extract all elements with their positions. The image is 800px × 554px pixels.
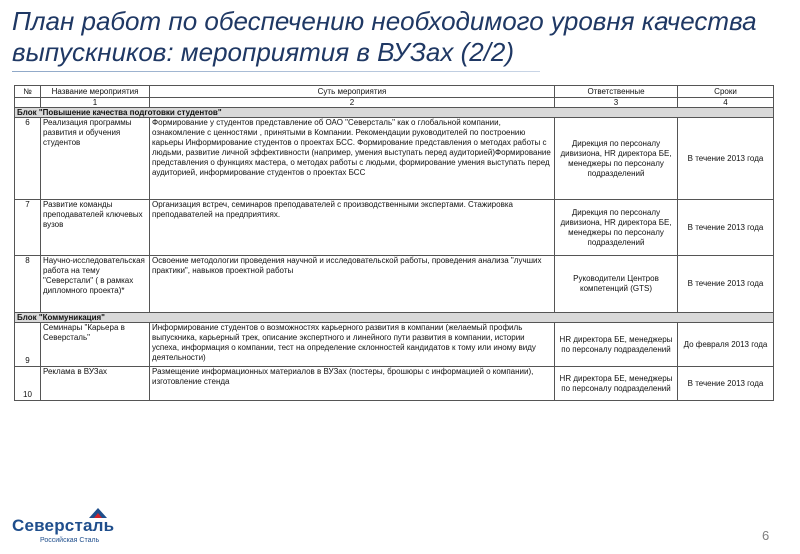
row-essence: Размещение информационных материалов в ВУЗах (постеры, брошюры с информацией о компании), изготовление стенда [150,367,555,401]
activities-table [14,85,774,401]
row-responsible: HR директора БЕ, менеджеры по персоналу подразделений [555,367,678,401]
row-number: 9 [15,323,41,367]
table-row [15,200,774,256]
row-term: В течение 2013 года [678,367,774,401]
header-essence: Суть мероприятия [150,86,555,98]
row-term: В течение 2013 года [678,200,774,256]
table-row [15,323,774,367]
column-number-row [15,98,774,108]
header-responsible: Ответственные [555,86,678,98]
row-responsible: HR директора БЕ, менеджеры по персоналу подразделений [555,323,678,367]
row-responsible: Дирекция по персоналу дивизиона, HR директора БЕ, менеджеры по персоналу подразделений [555,200,678,256]
column-number: 1 [41,98,150,108]
slide-title: План работ по обеспечению необходимого уровня качества выпускников: мероприятия в ВУЗах (2/2) [12,6,757,67]
column-number: 3 [555,98,678,108]
row-number: 8 [15,256,41,313]
company-logo-subtitle: Российская Сталь [40,537,100,544]
header-term: Сроки [678,86,774,98]
header-name: Название мероприятия [41,86,150,98]
table-row [15,256,774,313]
company-logo: Северсталь [12,516,115,535]
block-label: Блок "Коммуникация" [15,313,774,323]
page-number: 6 [762,528,770,543]
block-label: Блок "Повышение качества подготовки студентов" [15,108,774,118]
row-number: 6 [15,118,41,200]
column-number: 4 [678,98,774,108]
column-number: 2 [150,98,555,108]
row-essence: Формирование у студентов представление об ОАО "Северсталь" как о глобальной компании, ознакомление с ценностями , принятыми в Компании. Рекомендации руководителей по построению карьеры Информирование студентов о проектах БСС. Формирование представления о методах работы с людьми, развитие личной эффективности (например, умения выступать перед аудиторией)Формирование представления о функциях мастера, о методах работы с людьми, формирование умения выступать перед аудиторией, информирование студентов о проектах БСС [150,118,555,200]
row-term: До февраля 2013 года [678,323,774,367]
row-responsible: Дирекция по персоналу дивизиона, HR директора БЕ, менеджеры по персоналу подразделений [555,118,678,200]
row-name: Реализация программы развития и обучения студентов [41,118,150,200]
row-name: Научно-исследовательская работа на тему "Северстали" ( в рамках дипломного проекта)* [41,256,150,313]
table-row [15,367,774,401]
block-row-quality [15,108,774,118]
row-name: Реклама в ВУЗах [41,367,150,401]
row-name: Семинары "Карьера в Северсталь" [41,323,150,367]
table-row [15,118,774,200]
row-essence: Информирование студентов о возможностях карьерного развития в компании (желаемый профиль выпускника, карьерный трек, описание экспертного и линейного пути развития в компании, истории успеха, информация о компании, тест на определение склонностей кандидатов к тому или иному виду деятельности) [150,323,555,367]
title-underline [12,71,540,72]
table-header-row [15,86,774,98]
row-number: 7 [15,200,41,256]
block-row-communication [15,313,774,323]
row-responsible: Руководители Центров компетенций (GTS) [555,256,678,313]
row-number: 10 [15,367,41,401]
header-number: № [15,86,41,98]
row-essence: Организация встреч, семинаров преподавателей с производственными экспертами. Стажировка преподавателей на предприятиях. [150,200,555,256]
column-number-empty [15,98,41,108]
row-essence: Освоение методологии проведения научной и исследовательской работы, проведения анализа "лучших практики", навыков проектной работы [150,256,555,313]
row-name: Развитие команды преподавателей ключевых вузов [41,200,150,256]
row-term: В течение 2013 года [678,118,774,200]
row-term: В течение 2013 года [678,256,774,313]
